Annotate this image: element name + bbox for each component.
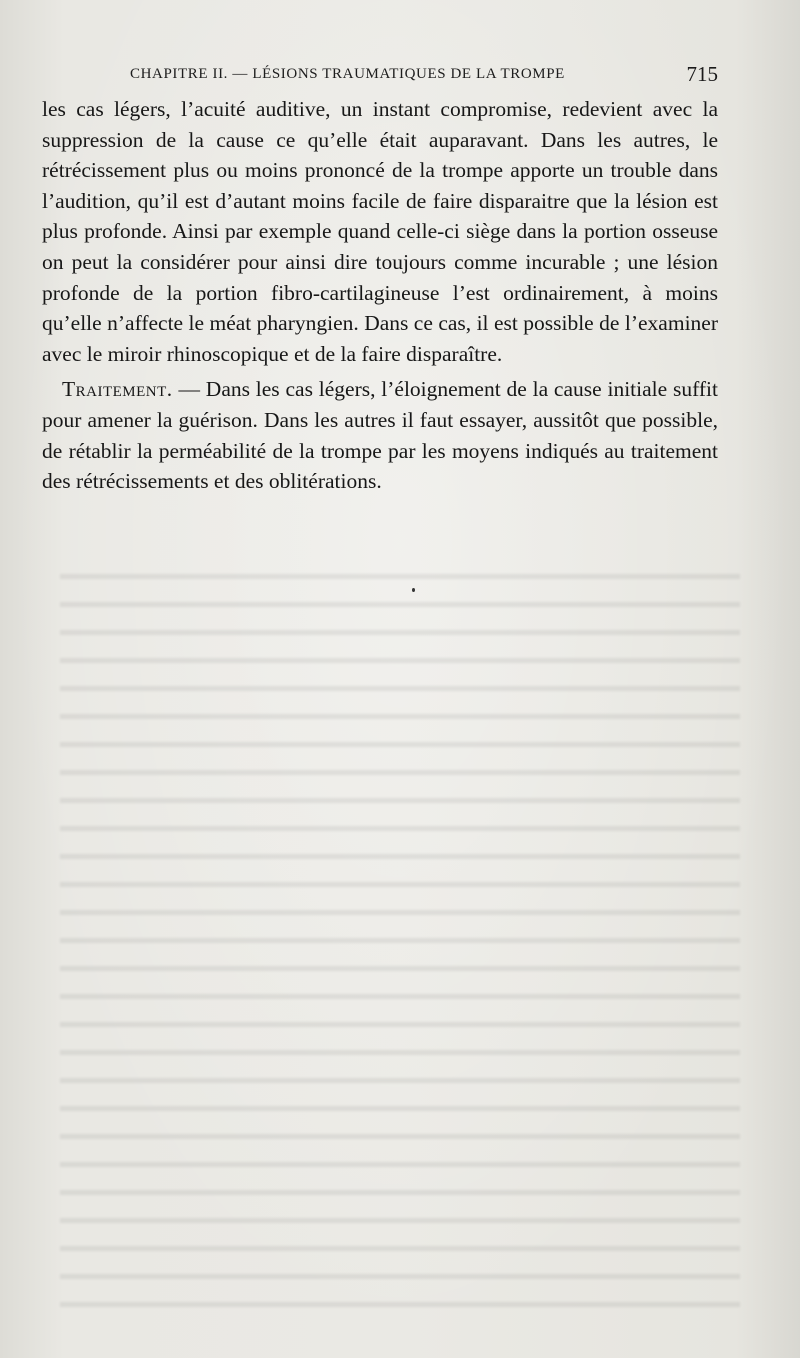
body-text [42, 94, 718, 497]
page-number: 715 [686, 62, 718, 86]
paragraph-2-text: — Dans les cas légers, l’éloignement de la cause initiale suffit pour amener la guérison. Dans les autres il faut essayer, aussitôt que possible, de rétablir la perméabilité de la trompe par les moyens indiqués au traitement des rétrécissements et des oblitérations. [42, 377, 718, 494]
show-through-text [60, 560, 740, 1320]
paragraph-2 [42, 374, 718, 496]
section-heading-traitement: Traitement. [62, 377, 173, 402]
page-header [130, 62, 718, 86]
running-head: CHAPITRE II. — LÉSIONS TRAUMATIQUES DE LA TROMPE [130, 66, 565, 82]
paragraph-1: les cas légers, l’acuité auditive, un instant compromise, redevient avec la suppression de la cause ce qu’elle était auparavant. Dans les autres, le rétrécissement plus ou moins prononcé de la trompe apporte un trouble dans l’audition, qu’il est d’autant moins facile de faire disparaitre que la lésion est plus profonde. Ainsi par exemple quand celle-ci siège dans la portion osseuse on peut la considérer pour ainsi dire toujours comme incurable ; une lésion profonde de la portion fibro-cartilagineuse l’est ordinairement, à moins qu’elle n’affecte le méat pharyngien. Dans ce cas, il est possible de l’examiner avec le miroir rhinoscopique et de la faire disparaître. [42, 97, 718, 366]
ink-speck [412, 588, 415, 592]
